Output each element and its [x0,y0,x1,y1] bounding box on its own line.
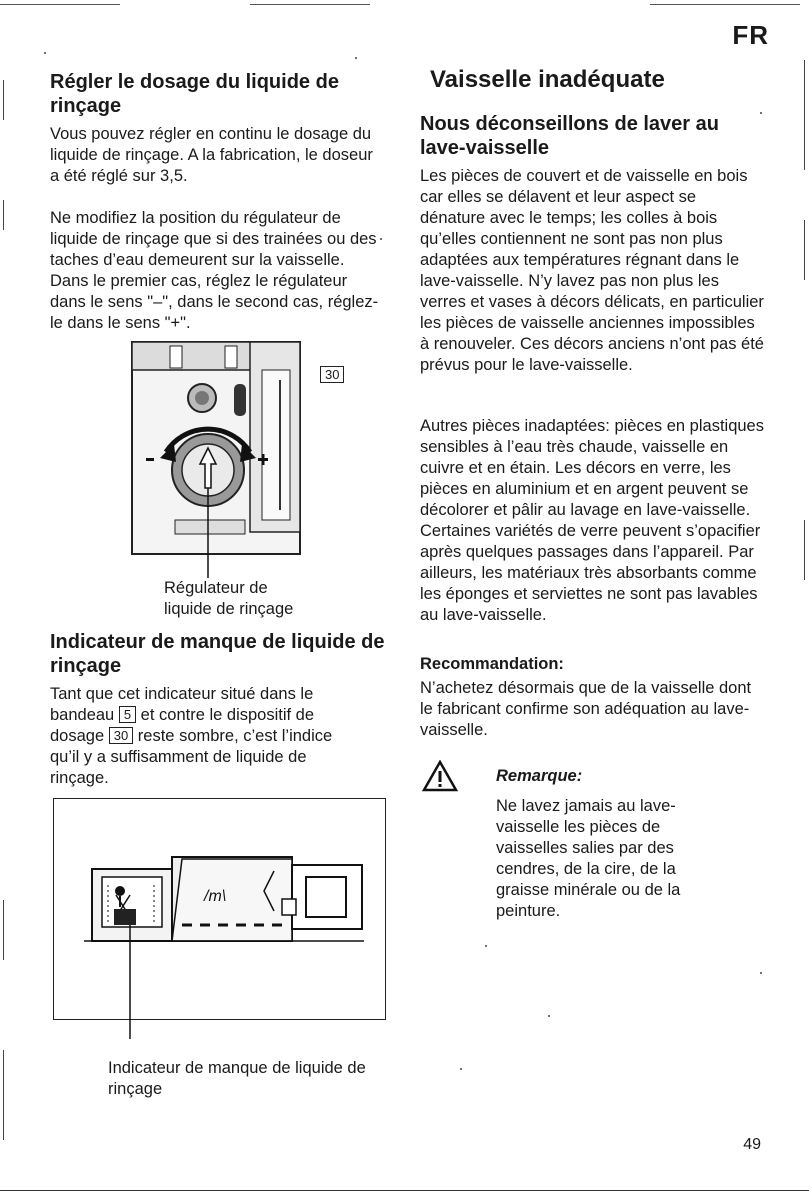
section-title-rinse-indicator: Indicateur de manque de liquide de rinçage [50,631,385,677]
scan-edge-line [0,1190,809,1191]
figure-ref-30: 30 [109,727,133,744]
scan-edge-mark [3,80,4,120]
text-line: qu’il y a suffisamment de liquide de [50,748,307,766]
text-run: bandeau [50,706,115,724]
paragraph-other-unsuitable: Autres pièces inadaptées: pièces en plastiques sensibles à l’eau très chaude, vaisselle en cuivre et en étain. Les décors en verre, les pièces en aluminium et en argent peuvent se décolorer et pâlir au lavage en lave-vaisselle. Certaines variétés de verre peuvent s’opacifier après quelques passages dans l’appareil. Par ailleurs, les matériaux très absorbants comme les éponges et serviettes ne sont pas lavables au lave-vaisselle. [420,417,764,624]
recommendation-title: Recommandation: [420,655,564,673]
caption-line: Régulateur de [164,579,268,597]
caption-line: rinçage [108,1080,163,1098]
scan-speck [485,945,487,947]
scan-speck [355,57,357,59]
rinse-regulator-illustration [130,340,350,580]
scan-edge-mark [804,60,805,170]
caption-line: Indicateur de manque de liquide de [108,1059,366,1077]
figure-caption-indicator [108,1058,408,1100]
figure-caption-regulator [164,578,364,620]
scan-edge-mark [804,520,805,580]
paragraph-rinse-indicator [50,684,390,789]
text-line: Tant que cet indicateur situé dans le [50,685,314,703]
recommendation-text: N’achetez désormais que de la vaisselle dont le fabricant confirme son adéquation au lave-vaisselle. [420,679,752,739]
scan-speck [548,1015,550,1017]
figure-rinse-indicator [53,798,386,1020]
rinse-indicator-illustration [54,799,384,1039]
figure-rinse-regulator [130,340,350,580]
text-run: dosage [50,727,105,745]
scan-edge-line [650,4,800,5]
scan-edge-mark [3,1050,4,1140]
caption-line: liquide de rinçage [164,600,294,618]
subsection-title-not-recommended: Nous déconseillons de laver au lave-vaisselle [420,113,719,159]
text-run: reste sombre, c’est l’indice [137,727,333,745]
language-marker: FR [732,20,769,50]
note-title: Remarque: [496,767,583,785]
warning-icon [422,760,458,792]
scan-edge-line [250,4,370,5]
warning-triangle-icon [422,760,458,792]
scan-edge-mark [3,900,4,960]
svg-text:/m\: /m\ [204,888,227,905]
text-line [50,726,390,747]
note-text: Ne lavez jamais au lave-vaisselle les pièces de vaisselles salies par des cendres, de la cire, de la graisse minérale ou de la peinture. [496,797,681,920]
section-title-rinse-dosage: Régler le dosage du liquide de rinçage [50,71,339,117]
scan-edge-mark [804,220,805,280]
text-run: et contre le dispositif de [140,706,315,724]
scan-speck [460,1068,462,1070]
scan-edge-mark [3,200,4,230]
figure-ref-5: 5 [119,706,136,723]
section-title-unsuitable-dishes: Vaisselle inadéquate [430,66,665,93]
text-line: rinçage. [50,769,109,787]
scan-speck [44,52,46,54]
scan-speck [760,972,762,974]
text-line [50,705,390,726]
page-number: 49 [743,1136,761,1153]
figure-ref-30: 30 [320,366,344,383]
paragraph-rinse-intro: Vous pouvez régler en continu le dosage du liquide de rinçage. A la fabrication, le doseur a été réglé sur 3,5. [50,125,373,185]
paragraph-rinse-adjust: Ne modifiez la position du régulateur de liquide de rinçage que si des trainées ou des taches d’eau demeurent sur la vaisselle. Dans le premier cas, réglez le régulateur dans le sens "–", dans le second cas, réglez-le dans le sens "+". [50,209,379,332]
scan-edge-line [0,4,120,5]
paragraph-wood-glass: Les pièces de couvert et de vaisselle en bois car elles se délavent et leur aspect se dénature avec le temps; les colles à bois qu’elles contiennent ne sont pas non plus adaptées aux températures régnant dans le lave-vaisselle. N’y lavez pas non plus les verres et vases à décors délicats, en particulier les pièces de vaisselle anciennes impossibles à renouveler. Ces décors anciens n’ont pas été prévus pour le lave-vaisselle. [420,167,764,374]
